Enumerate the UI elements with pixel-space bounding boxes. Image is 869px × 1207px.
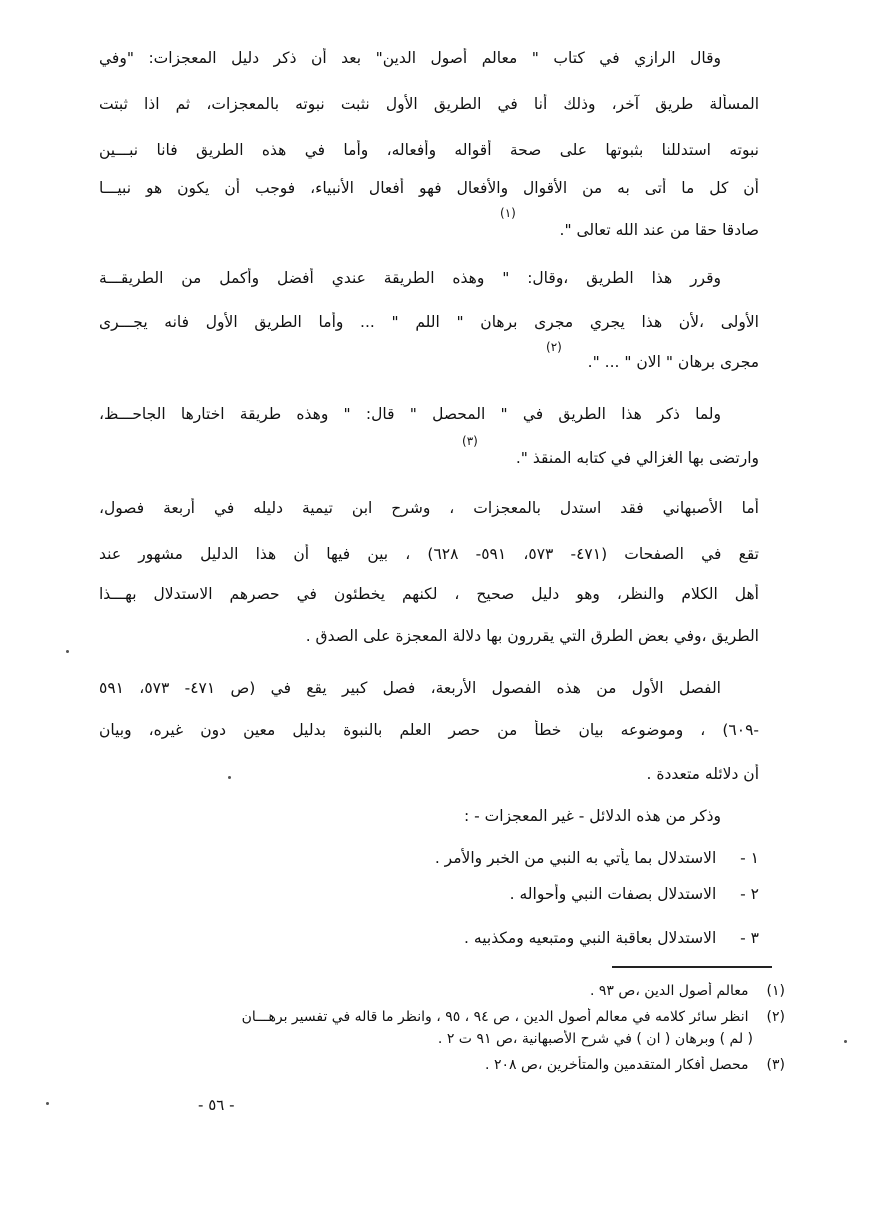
footnote-separator: [612, 966, 772, 968]
body-line: الأولى ،لأن هذا يجري مجرى برهان " اللم " ... وأما الطريق الأول فانه يجـــرى: [99, 313, 759, 331]
list-item-text: الاستدلال بصفات النبي وأحواله .: [509, 885, 717, 903]
body-line: وقرر هذا الطريق ،وقال: " وهذه الطريقة عندي أفضل وأكمل من الطريقـــة: [99, 269, 721, 287]
body-line: أن دلائله متعددة .: [646, 765, 759, 783]
footnote-continuation: ( لم ) وبرهان ( ان ) في شرح الأصبهانية ،ص ٩١ ت ٢ .: [437, 1031, 753, 1047]
body-line: أن كل ما أتى به من الأقوال والأفعال فهو أفعال الأنبياء، فوجب أن يكون هو نبيـــا: [99, 179, 759, 197]
body-line: المسألة طريق آخر، وذلك أنا في الطريق الأول نثبت نبوته بالمعجزات، ثم اذا ثبتت: [99, 95, 759, 113]
scan-speck: [66, 650, 69, 653]
page-number: - ٥٦ -: [198, 1096, 235, 1114]
footnote-text: معالم أصول الدين ،ص ٩٣ .: [590, 983, 749, 999]
footnote-marker: (١): [766, 983, 785, 999]
body-line: تقع في الصفحات (٤٧١- ٥٧٣، ٥٩١- ٦٢٨) ، بين فيها أن هذا الدليل مشهور عند: [99, 545, 759, 563]
body-line: نبوته استدللنا بثبوتها على صحة أقواله وأفعاله، وأما في هذه الطريق فانا نبـــين: [99, 141, 759, 159]
footnote-ref-3: (٣): [462, 434, 478, 448]
list-item-text: الاستدلال بعاقبة النبي ومتبعيه ومكذبيه .: [464, 929, 717, 947]
body-line: -٦٠٩) ، وموضوعه بيان خطأ من حصر العلم بالنبوة بدليل معين دون غيره، وبيان: [99, 721, 759, 739]
list-item-number: ٢ -: [740, 885, 759, 903]
scan-speck: [844, 1040, 847, 1043]
list-item-text: الاستدلال بما يأتي به النبي من الخبر والأمر .: [434, 849, 717, 867]
footnote-marker: (٣): [766, 1057, 785, 1073]
footnote-ref-2: (٢): [546, 340, 562, 354]
body-line: أما الأصبهاني فقد استدل بالمعجزات ، وشرح ابن تيمية دليله في أربعة فصول،: [99, 499, 759, 517]
body-line: أهل الكلام والنظر، وهو دليل صحيح ، لكنهم يخطئون في حصرهم الاستدلال بهـــذا: [99, 585, 759, 603]
scan-speck: [46, 1102, 49, 1105]
footnote-ref-1: (١): [500, 206, 516, 220]
footnote: [95, 1056, 785, 1074]
footnote-text: محصل أفكار المتقدمين والمتأخرين ،ص ٢٠٨ .: [485, 1057, 749, 1073]
footnote-marker: (٢): [766, 1009, 785, 1025]
list-item: [99, 884, 759, 904]
footnote: [95, 1008, 785, 1026]
footnote-text: انظر سائر كلامه في معالم أصول الدين ، ص ٩٤ ، ٩٥ ، وانظر ما قاله في تفسير برهـــان: [241, 1009, 749, 1025]
body-line: مجرى برهان " الان " ... ".: [587, 353, 759, 371]
list-item-number: ٣ -: [740, 929, 759, 947]
body-line: الطريق ،وفي بعض الطرق التي يقررون بها دلالة المعجزة على الصدق .: [305, 627, 759, 645]
list-item: [99, 848, 759, 868]
body-line: الفصل الأول من هذه الفصول الأربعة، فصل كبير يقع في (ص ٤٧١- ٥٧٣، ٥٩١: [99, 679, 721, 697]
body-line: وارتضى بها الغزالي في كتابه المنقذ ".: [515, 449, 759, 467]
body-line: وقال الرازي في كتاب " معالم أصول الدين" بعد أن ذكر دليل المعجزات: "وفي: [99, 49, 721, 67]
list-intro: وذكر من هذه الدلائل - غير المعجزات - :: [464, 807, 721, 825]
list-item: [99, 928, 759, 948]
footnote: [95, 982, 785, 1000]
body-line: ولما ذكر هذا الطريق في " المحصل " قال: " وهذه طريقة اختارها الجاحـــظ،: [99, 405, 721, 423]
body-line: صادقا حقا من عند الله تعالى ".: [559, 221, 759, 239]
scan-speck: [228, 776, 231, 779]
list-item-number: ١ -: [740, 849, 759, 867]
